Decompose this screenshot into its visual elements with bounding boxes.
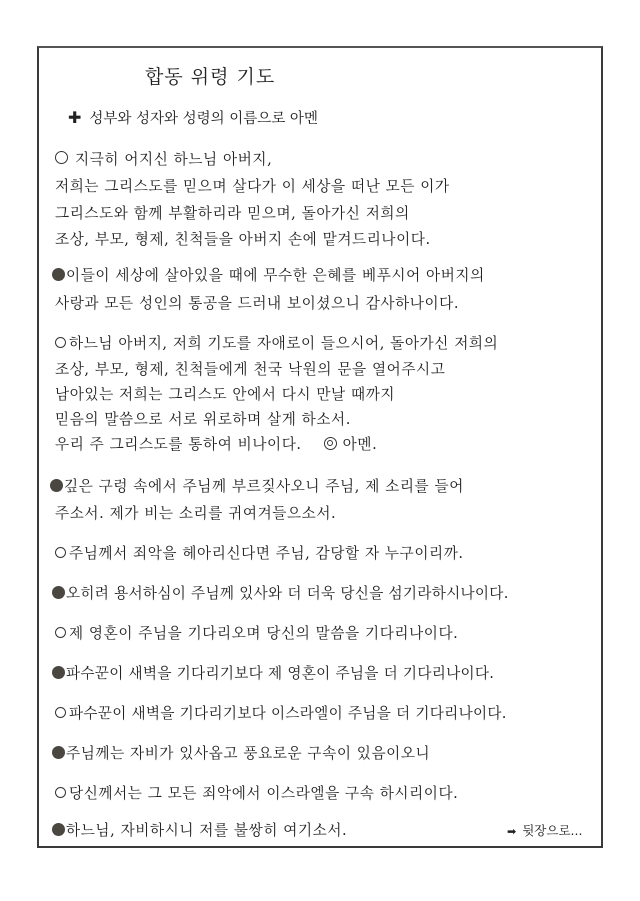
prayer-line: 파수꾼이 새벽을 기다리기보다 제 영혼이 주님을 더 기다리나이다. bbox=[52, 665, 494, 683]
prayer-line: 파수꾼이 새벽을 기다리기보다 이스라엘이 주님을 더 기다리나이다. bbox=[55, 705, 507, 723]
prayer-line: 제 영혼이 주님을 기다리오며 당신의 말씀을 기다리나이다. bbox=[55, 625, 458, 643]
prayer-line: 깊은 구렁 속에서 주님께 부르짖사오니 주님, 제 소리를 들어 bbox=[50, 478, 464, 496]
prayer-line: 조상, 부모, 형제, 친척들에게 천국 낙원의 문을 열어주시고 bbox=[55, 361, 446, 378]
prayer-line: 하느님 아버지, 저희 기도를 자애로이 들으시어, 돌아가신 저희의 bbox=[55, 335, 498, 353]
prayer-line: 사랑과 모든 성인의 통공을 드러내 보이셨으니 감사하나이다. bbox=[55, 295, 460, 312]
sign-of-cross-line bbox=[68, 107, 318, 128]
open-circle-icon bbox=[55, 707, 66, 718]
arrow-right-icon: ➡ bbox=[507, 825, 517, 838]
open-circle-icon bbox=[55, 787, 66, 798]
sign-of-cross-text: 성부와 성자와 성령의 이름으로 아멘 bbox=[89, 111, 318, 127]
filled-circle-icon bbox=[52, 746, 65, 759]
prayer-line: 당신께서는 그 모든 죄악에서 이스라엘을 구속 하시리이다. bbox=[55, 785, 458, 803]
prayer-line: 조상, 부모, 형제, 친척들을 아버지 손에 맡겨드리나이다. bbox=[55, 231, 431, 248]
prayer-line: 오히려 용서하심이 주님께 있사와 더 더욱 당신을 섬기라하시나이다. bbox=[52, 585, 509, 603]
open-circle-icon bbox=[55, 151, 68, 164]
cross-icon: ✚ bbox=[68, 108, 82, 127]
prayer-line: 하느님, 자비하시니 저를 불쌍히 여기소서. bbox=[52, 822, 347, 840]
filled-circle-icon bbox=[52, 586, 65, 599]
filled-circle-icon bbox=[50, 479, 63, 492]
document-title: 합동 위령 기도 bbox=[145, 66, 276, 88]
continue-text: 뒷장으로... bbox=[522, 823, 583, 838]
double-circle-icon bbox=[324, 437, 337, 450]
filled-circle-icon bbox=[52, 666, 65, 679]
prayer-line: 저희는 그리스도를 믿으며 살다가 이 세상을 떠난 모든 이가 bbox=[55, 178, 450, 195]
prayer-line: 그리스도와 함께 부활하리라 믿으며, 돌아가신 저희의 bbox=[55, 205, 410, 222]
prayer-line: 남아있는 저희는 그리스도 안에서 다시 만날 때까지 bbox=[55, 386, 396, 403]
prayer-line: 주님께서 죄악을 헤아리신다면 주님, 감당할 자 누구이리까. bbox=[55, 545, 464, 563]
continue-note bbox=[507, 821, 582, 839]
filled-circle-icon bbox=[52, 823, 65, 836]
response-amen: 아멘. bbox=[342, 436, 378, 453]
prayer-line: 주님께는 자비가 있사옵고 풍요로운 구속이 있음이오니 bbox=[52, 745, 430, 763]
prayer-line: 주소서. 제가 비는 소리를 귀여겨들으소서. bbox=[55, 505, 337, 522]
open-circle-icon bbox=[55, 547, 66, 558]
open-circle-icon bbox=[55, 627, 66, 638]
prayer-line: 지극히 어지신 하느님 아버지, bbox=[55, 151, 272, 169]
prayer-line: 이들이 세상에 살아있을 때에 무수한 은혜를 베푸시어 아버지의 bbox=[52, 267, 485, 285]
open-circle-icon bbox=[55, 337, 66, 348]
filled-circle-icon bbox=[52, 268, 65, 281]
prayer-line: 믿음의 말씀으로 서로 위로하며 살게 하소서. bbox=[55, 411, 351, 428]
prayer-line: 우리 주 그리스도를 통하여 비나이다. 아멘. bbox=[55, 436, 378, 453]
